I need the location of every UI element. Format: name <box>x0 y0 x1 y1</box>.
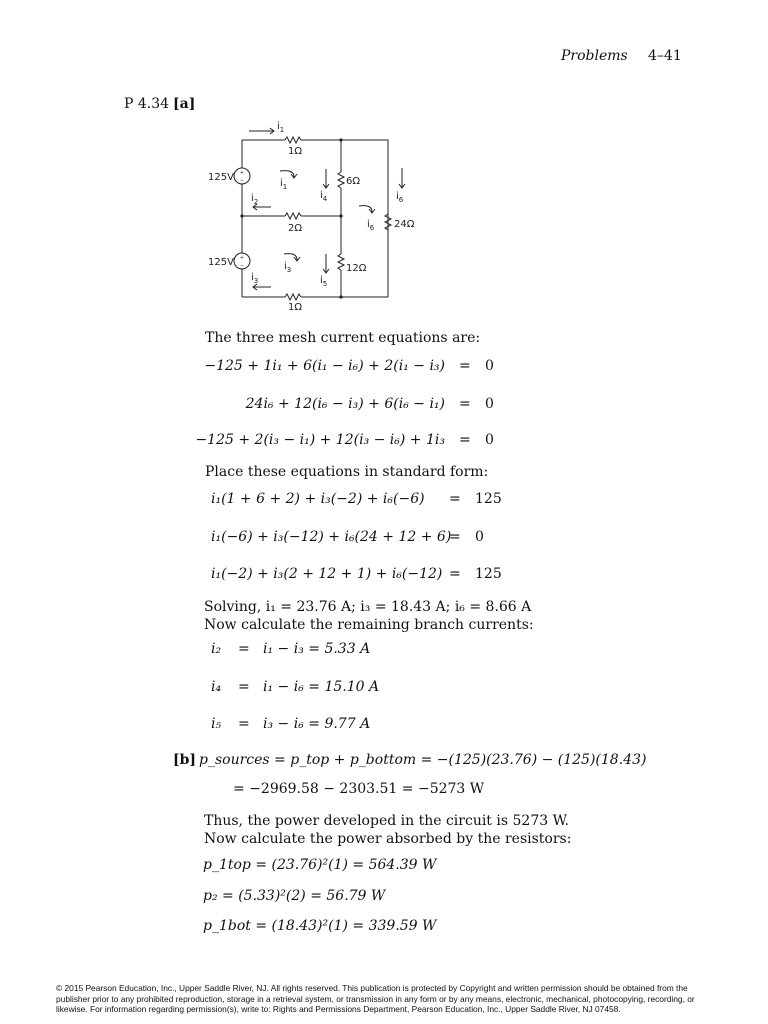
src-bot-minus: − <box>239 263 245 269</box>
arrow-i4 <box>323 169 329 188</box>
mesh-arrow-i1 <box>280 171 297 178</box>
label-mesh-i6: $i_6$ <box>367 219 375 232</box>
equation-rhs: 0 <box>485 396 494 412</box>
label-24ohm: 24Ω <box>394 219 415 230</box>
label-125v-bottom: 125V <box>208 257 234 268</box>
resistor-mid-2ohm <box>285 213 301 219</box>
label-i6-right: $i_6$ <box>396 191 404 204</box>
standard-equation-2-lhs: i₁(−6) + i₃(−12) + i₆(24 + 12 + 6) <box>211 529 452 545</box>
branch-i5-rhs: i₃ − i₆ = 9.77 A <box>263 716 371 732</box>
arrow-i6-right <box>399 168 405 188</box>
branch-i5-op: = <box>238 716 250 732</box>
power-1bot: p_1bot = (18.43)²(1) = 339.59 W <box>203 918 437 934</box>
mesh-intro: The three mesh current equations are: <box>205 330 481 346</box>
page-number: 4–41 <box>648 48 682 64</box>
standard-equation-2-rhs: 0 <box>475 529 484 545</box>
node-top-mid <box>339 138 342 141</box>
equation-rhs: 0 <box>485 432 494 448</box>
power-1top: p_1top = (23.76)²(1) = 564.39 W <box>203 857 437 873</box>
equation-op: = <box>459 432 471 448</box>
running-header-section: Problems <box>561 48 628 64</box>
label-i2: $i_2$ <box>251 193 259 206</box>
label-2ohm: 2Ω <box>288 223 303 234</box>
label-12ohm: 12Ω <box>346 263 367 274</box>
standard-intro: Place these equations in standard form: <box>205 464 489 480</box>
power-2: p₂ = (5.33)²(2) = 56.79 W <box>203 888 386 904</box>
standard-equation-1-lhs: i₁(1 + 6 + 2) + i₃(−2) + i₆(−6) <box>211 491 425 507</box>
arrow-i5 <box>323 254 329 273</box>
equation-op: = <box>459 358 471 374</box>
resistor-12ohm <box>338 254 344 270</box>
label-i4: $i_4$ <box>320 190 328 203</box>
branch-i4-rhs: i₁ − i₆ = 15.10 A <box>263 679 380 695</box>
label-1ohm-top: 1Ω <box>288 146 303 157</box>
problem-label: P 4.34 <box>124 96 170 112</box>
branch-i4-lhs: i₄ <box>211 679 222 695</box>
standard-equation-2-op: = <box>449 529 461 545</box>
arrow-i1-top <box>249 128 274 134</box>
label-125v-top: 125V <box>208 172 234 183</box>
label-i1-top: $i_1$ <box>277 121 285 134</box>
top-wire-right <box>301 140 388 297</box>
node-mid-left <box>240 214 243 217</box>
equation-lhs: 24i₆ + 12(i₆ − i₃) + 6(i₆ − i₁) <box>245 396 445 412</box>
label-mesh-i3: $i_3$ <box>284 261 292 274</box>
standard-equation-1-op: = <box>449 491 461 507</box>
standard-equation-1-rhs: 125 <box>475 491 502 507</box>
mesh-arrow-i3 <box>284 254 300 261</box>
equation-rhs: 0 <box>485 358 494 374</box>
mesh-arrow-i6 <box>359 206 375 213</box>
label-6ohm: 6Ω <box>346 176 361 187</box>
resistor-top-1ohm <box>285 137 301 143</box>
label-mesh-i1: $i_1$ <box>280 178 288 191</box>
standard-equation-3-op: = <box>449 566 461 582</box>
branch-i4-op: = <box>238 679 250 695</box>
branch-i2-rhs: i₁ − i₃ = 5.33 A <box>263 641 371 657</box>
part-b-label: [b] <box>173 752 197 768</box>
power-sources-result: = −2969.58 − 2303.51 = −5273 W <box>233 781 485 797</box>
label-i3: $i_3$ <box>251 272 259 285</box>
part-a-label: [a] <box>173 96 196 112</box>
standard-equation-3-rhs: 125 <box>475 566 502 582</box>
resistor-6ohm <box>338 172 344 188</box>
node-bot-center <box>339 295 342 298</box>
label-1ohm-bottom: 1Ω <box>288 302 303 313</box>
remaining-intro: Now calculate the remaining branch currents: <box>204 617 534 633</box>
branch-i5-lhs: i₅ <box>211 716 222 732</box>
branch-i2-lhs: i₂ <box>211 641 222 657</box>
label-i5: $i_5$ <box>320 275 328 288</box>
branch-i2-op: = <box>238 641 250 657</box>
node-mid-center <box>339 214 342 217</box>
src-top-plus: + <box>239 170 245 176</box>
equation-lhs: −125 + 2(i₃ − i₁) + 12(i₃ − i₆) + 1i₃ <box>195 432 445 448</box>
equation-lhs: −125 + 1i₁ + 6(i₁ − i₆) + 2(i₁ − i₃) <box>204 358 445 374</box>
equation-op: = <box>459 396 471 412</box>
circuit-diagram <box>200 112 415 313</box>
src-bot-plus: + <box>239 255 245 261</box>
solving-line: Solving, i₁ = 23.76 A; i₃ = 18.43 A; i₆ = 8.66 A <box>204 599 532 615</box>
absorbed-intro: Now calculate the power absorbed by the resistors: <box>204 831 572 847</box>
power-sources-line: p_sources = p_top + p_bottom = −(125)(23.76) − (125)(18.43) <box>199 752 647 768</box>
thus-line: Thus, the power developed in the circuit is 5273 W. <box>204 813 569 829</box>
src-top-minus: − <box>239 178 245 184</box>
resistor-bot-1ohm <box>285 294 301 300</box>
copyright-footer: © 2015 Pearson Education, Inc., Upper Saddle River, NJ. All rights reserved. This publication is protected by Copyright and written permission should be obtained from the publisher prior to any prohibited reproduction, storage in a retrieval system, or transmission in any form or by any means, electronic, mechanical, photocopying, recording, or likewise. For information regarding permission(s), write to: Rights and Permissions Department, Pearson Education, Inc., Upper Saddle River, NJ 07458. <box>56 983 695 1014</box>
standard-equation-3-lhs: i₁(−2) + i₃(2 + 12 + 1) + i₆(−12) <box>211 566 443 582</box>
